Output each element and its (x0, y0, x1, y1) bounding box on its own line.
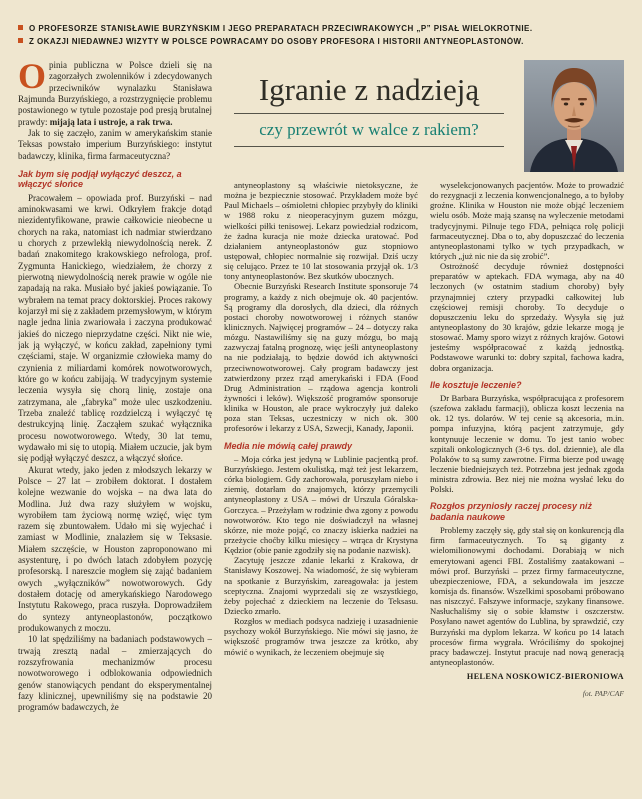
section-heading-koszty: Ile kosztuje leczenie? (430, 379, 522, 390)
bullet-square-icon (18, 25, 23, 30)
paragraph: antyneoplastony są właściwie nietoksyczne, że można je bezpiecznie stosować. Przykładem może być Paul Michaels – ośmioletni chłopiec przybyły do kliniki w 1988 roku z nieoperacyjnym guzem mózgu, wielkości piłki tenisowej. Lekarz powiedział rodzicom, że żadna kuracja nie może dziecka uratować. Pod działaniem antyneoplastonów guz stopniowo ustępował, chłopiec normalnie się rozwijał. Dziś uczy się celująco. Przez te 10 lat stosowania przyjął ok. 1/3 tony antyneoplastonów. Bez skutków ubocznych. (224, 180, 418, 282)
paragraph: Jak to się zaczęło, zanim w amerykańskim stanie Teksas powstało imperium Burzyńskiego: instytut badawczy, klinika, firma farmaceutyczna? (18, 127, 212, 161)
paragraph: 10 lat spędziliśmy na badaniach podstawowych – trwają zresztą nadal – zmierzających do rozszyfrowania mechanizmów procesu nowotworowego i odblokowania odpowiednich genów stanowiących pendant do eksperymentalnej fazy klinicznej, upewniliśmy się na podstawie 20 programów badawczych, że (18, 634, 212, 713)
byline: HELENA NOSKOWICZ-BIERONIOWA (466, 672, 624, 682)
paragraph: Zacytuję jeszcze zdanie lekarki z Krakowa, dr Stanisławy Koszowej. Na wiadomość, że się wybieram na spotkanie z Burzyńskim, zareagowała: ja jestem sceptyczna. Znajomi wyprzedali się ze wszystkiego, żeby pojechać z dzieckiem na leczenie do Teksasu. Dziecko zmarło. (224, 555, 418, 616)
intro-text: pinia publiczna w Polsce dzieli się na zagorzałych zwolenników i zdecydowanych przeciwników wynalazku Stanisława Rajmunda Burzyńskiego, a rozstrzygnięcie problemu postawionego w tytule pozostaje pod presją brutalnej prawdy: (18, 60, 212, 127)
kicker-text-2: Z OKAZJI NIEDAWNEJ WIZYTY W POLSCE POWRACAMY DO OSOBY PROFESORA I HISTORII ANTYNEOPLASTONÓW. (29, 37, 524, 46)
headline-block (224, 60, 514, 172)
kicker-text-1: O PROFESORZE STANISŁAWIE BURZYŃSKIM I JEGO PREPARATACH PRZECIWRAKOWYCH „P” PISAŁ WIELOKROTNIE. (29, 24, 533, 33)
drop-cap: O (18, 60, 47, 96)
column-1 (18, 60, 212, 799)
kicker-header (18, 24, 624, 46)
paragraph: Pracowałem – opowiada prof. Burzyński – nad aminokwasami we krwi. Odkryłem frakcje dotąd niezidentyfikowane, prawie całkowicie nieobecne u chorych na raka, natomiast ich nadmiar stwierdzano u chorych z przewlekłą niewydolnością nerek. Z badań znakomitego krakowskiego nefrologa, prof. Zygmunta Hanickiego, wiedziałem, że chorzy z pierwotną niewydolnością nerek prawie w ogóle nie zapadają na raka. Musiało być jakieś powiązanie. To wybrałem na temat pracy doktorskiej. Proces rakowy kojarzył mi się z zakładem przemysłowym, w którym nagle jedna linia zwariowała i zaczyna produkować jakieś do niczego nieprzydatne części. Nikt nie wie, jak ją wyłączyć, w końcu zakład, zapełniony tymi częściami, staje. W organizmie człowieka mamy do czynienia z miliardami komórek nowotworowych, które go w końcu zabijają. W tradycyjnym systemie leczenia wysyła się chorą linię, zostaje ona zatrzymana, ale „fabryka” może ulec uszkodzeniu. Trzeba znaleźć tablicę rozdzielczą i wyłączyć tę destrukcyjną linię. Zacząłem szukać wyłącznika procesu nowotworowego. Wtedy, 30 lat temu, wydawało mi się to utopią. Miałem uczucie, jak bym się podjął wyłączyć deszcz, a włączyć słońce. (18, 192, 212, 464)
section-heading-media: Media nie mówią całej prawdy (224, 440, 353, 451)
right-area (224, 60, 624, 799)
headline-rule-bottom (234, 146, 504, 147)
headline: Igranie z nadzieją (258, 72, 480, 107)
column-3 (430, 180, 624, 799)
paragraph: wyselekcjonowanych pacjentów. Może to prowadzić do rezygnacji z leczenia konwencjonalnego, a to byłoby groźne. Klinika w Houston nie może objąć leczeniem wielu osób. Może mają szansę na wyleczenie metodami tradycyjnymi. Pilnuje tego FDA, pełniąca rolę policji farmaceutycznej. Dba o to, aby dopuszczać do leczenia antyneoplastonami tylko w tych przypadkach, w których „już nic nie da się zrobić”. (430, 180, 624, 261)
paragraph: Akurat wtedy, jako jeden z młodszych lekarzy w Polsce – 27 lat – zrobiłem doktorat. I dostałem kolejne wezwanie do wojska – na dwa lata do Modlina. Już dwa razy służyłem w wojsku, wyrobiłem tam życiową normę wzięć, więc tym razem się zbuntowałem. Udało mi się wyjechać i zamiast w Modlinie, znalazłem się w Teksasie. Miałem szczęście, w Houston zaproponowano mi asystenturę, i po dwóch latach zdobyłem pozycję profesorską. I nareszcie mogłem się zająć badaniem owych „wyłączników” nowotworowych. Gdy dostałem dotację od amerykańskiego Narodowego Instytutu Rakowego, praca ruszyła. Doprowadziłem do syntezy antyneoplastonów, początkowo produkowanych z moczu. (18, 464, 212, 634)
paragraph: Ostrożność decyduje również dostępności preparatów w aptekach. FDA wymaga, aby na 40 leczonych (w ostatnim stadium choroby) były przynajmniej cztery przypadki całkowitej lub częściowej remisji choroby. To decyduje o dopuszczeniu leku do sprzedaży. Wysyła się już antyneoplastony do 30 krajów, gdzie lekarze mogą je stosować. Mamy sporo wizyt z różnych krajów. Gotowi jesteśmy współpracować z każdą jednostką. Podstawowe warunki to: dobry szpital, fachowa kadra, dobra organizacja. (430, 261, 624, 373)
article-body (18, 60, 624, 799)
paragraph: Obecnie Burzyński Research Institute sponsoruje 74 programy, a każdy z nich obejmuje ok. 40 pacjentów. Są programy dla dorosłych, dla dzieci, dla różnych postaci choroby nowotworowej i różnych stanów klinicznych. Najwięcej programów – 24 – dotyczy raka mózgu. Nastawiliśmy się na guzy mózgu, bo mają zazwyczaj fatalną prognozę, więc jeśli antyneoplastony na nie podziałają, to będzie dowód ich aktywności przeciwnowotworowej. Cały program badawczy jest zatwierdzony przez rząd amerykański i FDA (Food Drug Administration – rządowa agencja kontroli żywności i leków). Większość programów sponsoruje klinika w Houston, ale prace wykroczyły już daleko poza stan Teksas, uczestniczy w nich ok. 300 profesorów i lekarzy z USA, Szwecji, Kanady, Japonii. (224, 281, 418, 434)
portrait-illustration (524, 60, 624, 172)
paragraph: Problemy zaczęły się, gdy stał się on konkurencją dla firm farmaceutycznych. To są giganty z wielomilionowymi dochodami. Dorabiają w nich emerytowani agenci FBI. Zostaliśmy zaatakowani – mówi prof. Burzyński – przez firmy farmaceutyczne, ubezpieczeniowe, FDA, a sekundowała im jeszcze komisja ds. finansów. Wszelkimi sposobami próbowano nas niszczyć. Fałszywe informacje, szykany finansowe. Nasłuchaliśmy się o sobie kłamstw i oszczerstw. Posyłano nawet agentów do Lublina, by sprawdzić, czy Burzyński ma dyplom lekarza. W końcu po 14 latach procesów firma wygrała. Wróciliśmy do spokojnej pracy badawczej. Instytut pracuje nad nową generacją antyneoplastonów. (430, 525, 624, 667)
subheadline: czy przewrót w walce z rakiem? (259, 119, 479, 139)
column-2 (224, 180, 418, 799)
intro-paragraph (18, 60, 212, 128)
photo-credit: fot. PAP/CAF (582, 688, 624, 698)
paragraph: Dr Barbara Burzyńska, współpracująca z profesorem (szefowa zakładu farmacji), oblicza koszt leczenia na ok. 12 tys. dolarów. W tej cenie są akcesoria, m.in. pompa infuzyjna, którą pacjent zatrzymuje, gdy kontynuuje leczenie w domu. To jest tanio wobec szpitali onkologicznych (3-6 tys. dol. dziennie), ale dla Polaków to są sumy zawrotne. Firma bierze pod uwagę leczenie biedniejszych też. Potrzebna jest jednak zgoda ministra zdrowia. Bez niej nie można wysłać leku do Polski. (430, 393, 624, 495)
kicker-line-2 (18, 37, 624, 46)
right-columns (224, 180, 624, 799)
intro-bold-text: mijają lata i ustroje, a rak trwa. (49, 116, 173, 127)
headline-rule-top (234, 113, 504, 114)
professor-portrait-photo (524, 60, 624, 172)
bullet-square-icon (18, 38, 23, 43)
kicker-line-1 (18, 24, 624, 33)
headline-row (224, 60, 624, 172)
section-heading-deszcz-slonce: Jak bym się podjął wyłączyć deszcz, a włączyć słońce (18, 168, 182, 190)
paragraph: Rozgłos w mediach podsyca nadzieję i uzasadnienie psychozy wokół Burzyńskiego. Nie mówi się jasno, że większość programów trwa jeszcze za krótko, aby mówić o wynikach, że leczeniem obejmuje się (224, 616, 418, 657)
paragraph: – Moja córka jest jedyną w Lublinie pacjentką prof. Burzyńskiego. Jestem okulistką, mąż też jest lekarzem, córka biologiem. Gdy zachorowała, poruszyłam niebo i ziemię, dotarłam do znajomych, którzy przemycili antyneoplastony z USA – mówi dr Urszula Góralska-Gorczyca. – Przeżyłam w rodzinie dwa zgony z powodu nowotworów. Kto tego nie doświadczył na własnej skórze, nie może pojąć, co znaczy iskierka nadziei na przeżycie choćby kilku miesięcy – wtrąca dr Krystyna Kędzior (obie panie zgodziły się na podanie nazwisk). (224, 453, 418, 556)
section-heading-procesy: Rozgłos przyniosły raczej procesy niż badania naukowe (430, 501, 593, 522)
